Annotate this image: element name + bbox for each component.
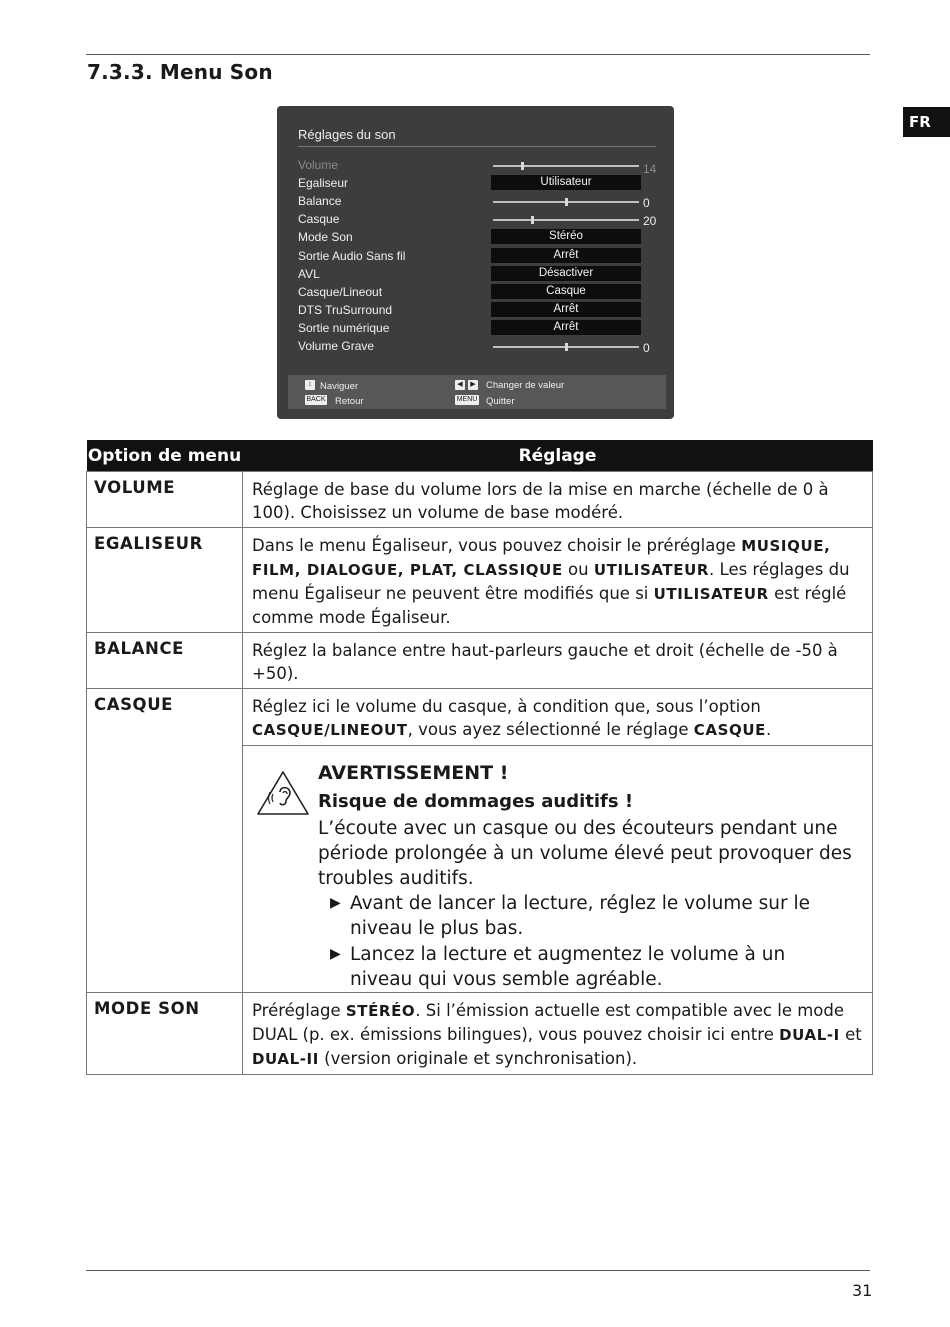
setting-mode-son (243, 993, 873, 1075)
text: et (839, 1025, 862, 1044)
tv-row-value: Casque (491, 284, 641, 299)
tv-menu-title: Réglages du son (298, 127, 396, 142)
tv-row-value: Arrêt (491, 302, 641, 317)
hearing-warning-icon (256, 770, 310, 816)
tv-row-value: Arrêt (491, 320, 641, 335)
tv-slider-knob (531, 216, 534, 224)
top-rule (86, 54, 870, 55)
tv-slider-knob (565, 198, 568, 206)
table-header-row (87, 440, 873, 472)
left-key-icon: ◀ (455, 380, 465, 390)
keyword: CASQUE (693, 721, 766, 739)
footer-back-label: Retour (335, 396, 364, 407)
tv-title-divider (298, 146, 656, 147)
bullet-text: Lancez la lecture et augmentez le volume à un niveau qui vous semble agréable. (350, 944, 786, 990)
tv-row-slider (493, 201, 639, 203)
menu-options-table (86, 440, 873, 1075)
tv-row-number: 20 (643, 214, 657, 228)
tv-row-label: DTS TruSurround (298, 303, 393, 317)
keyword: UTILISATEUR (653, 585, 769, 603)
tv-row-number: 14 (643, 162, 657, 176)
text: Préréglage (252, 1001, 346, 1020)
keyword: DUAL-I (779, 1026, 840, 1044)
warning-body: L’écoute avec un casque ou des écouteurs pendant une période prolongée à un volume élevé peut provoquer des troubles auditifs. (318, 818, 852, 889)
tv-row-value: Stéréo (491, 229, 641, 244)
tv-row-slider (493, 219, 639, 221)
tv-row-value: Utilisateur (491, 175, 641, 190)
option-volume: VOLUME (87, 472, 243, 528)
warning-cell (243, 746, 873, 993)
language-tab: FR (903, 107, 950, 137)
keyword: UTILISATEUR (593, 561, 710, 579)
tv-row-label: AVL (298, 267, 320, 281)
header-setting: Réglage (243, 440, 873, 472)
keyword: DUAL-II (252, 1050, 319, 1068)
table-row-volume (87, 472, 873, 528)
text: . (766, 720, 772, 739)
text: , vous ayez sélectionné le réglage (407, 720, 694, 739)
tv-row-label: Mode Son (298, 230, 353, 244)
setting-casque (243, 689, 873, 746)
option-egaliseur: EGALISEUR (87, 528, 243, 633)
warning-bullet-1 (330, 891, 850, 941)
tv-row-slider (493, 165, 639, 167)
option-casque: CASQUE (87, 689, 243, 993)
text: . Les réglages du menu Égaliseur ne peuvent être modifiés que si (252, 560, 850, 603)
table-row-mode-son (87, 993, 873, 1075)
keyword: STÉRÉO (345, 1002, 416, 1020)
warning-heading: AVERTISSEMENT ! (318, 762, 509, 784)
section-title: 7.3.3. Menu Son (87, 60, 273, 84)
table-row-balance (87, 633, 873, 689)
footer-navigate-label: Naviguer (320, 381, 359, 392)
bullet-arrow-icon: ▶ (330, 946, 341, 962)
bullet-text: Avant de lancer la lecture, réglez le volume sur le niveau le plus bas. (350, 893, 810, 939)
tv-sound-menu-screenshot (277, 106, 674, 419)
setting-balance: Réglez la balance entre haut-parleurs gauche et droit (échelle de -50 à +50). (243, 633, 873, 689)
tv-slider-knob (565, 343, 568, 351)
setting-volume: Réglage de base du volume lors de la mise en marche (échelle de 0 à 100). Choisissez un volume de base modéré. (243, 472, 873, 528)
text: est réglé comme mode Égaliseur. (252, 584, 847, 627)
keyword: CASQUE/LINEOUT (252, 721, 408, 739)
tv-row-label: Volume (298, 158, 339, 172)
tv-row-label: Casque/Lineout (298, 285, 383, 299)
tv-row-label: Volume Grave (298, 339, 375, 353)
option-mode-son: MODE SON (87, 993, 243, 1075)
tv-row-label: Egaliseur (298, 176, 349, 190)
footer-quit-label: Quitter (486, 396, 515, 407)
menu-key-icon: MENU (456, 396, 478, 403)
keyword: MUSIQUE, FILM, DIALOGUE, PLAT, CLASSIQUE (252, 537, 831, 579)
table-row-egaliseur (87, 528, 873, 633)
tv-row-label: Sortie numérique (298, 321, 390, 335)
tv-row-value: Désactiver (491, 266, 641, 281)
warning-subheading: Risque de dommages auditifs ! (318, 791, 634, 812)
table-row-casque (87, 689, 873, 746)
tv-row-number: 0 (643, 341, 650, 355)
tv-slider-knob (521, 162, 524, 170)
warning-bullet-2 (330, 942, 850, 992)
tv-menu-footer (288, 375, 666, 409)
page-number: 31 (852, 1281, 873, 1300)
text: ou (562, 560, 594, 579)
bottom-rule (86, 1270, 870, 1271)
text: (version originale et synchronisation). (318, 1049, 638, 1068)
tv-row-number: 0 (643, 196, 650, 210)
back-key-icon: BACK (306, 396, 326, 403)
tv-row-label: Balance (298, 194, 342, 208)
setting-egaliseur (243, 528, 873, 633)
text: Dans le menu Égaliseur, vous pouvez choisir le préréglage (252, 536, 742, 555)
tv-row-label: Casque (298, 212, 340, 226)
text: Réglez ici le volume du casque, à condition que, sous l’option (252, 697, 761, 716)
tv-row-label: Sortie Audio Sans fil (298, 249, 406, 263)
right-key-icon: ▶ (468, 380, 478, 390)
footer-change-value-label: Changer de valeur (486, 380, 565, 391)
header-option: Option de menu (87, 440, 243, 472)
bullet-arrow-icon: ▶ (330, 895, 341, 911)
warning-block (243, 746, 872, 992)
option-balance: BALANCE (87, 633, 243, 689)
tv-row-slider (493, 346, 639, 348)
up-down-key-icon: ↕ (305, 380, 315, 390)
text: . Si l’émission actuelle est compatible avec le mode DUAL (p. ex. émissions bilingues), vous pouvez choisir ici entre (252, 1001, 845, 1044)
tv-row-value: Arrêt (491, 248, 641, 263)
